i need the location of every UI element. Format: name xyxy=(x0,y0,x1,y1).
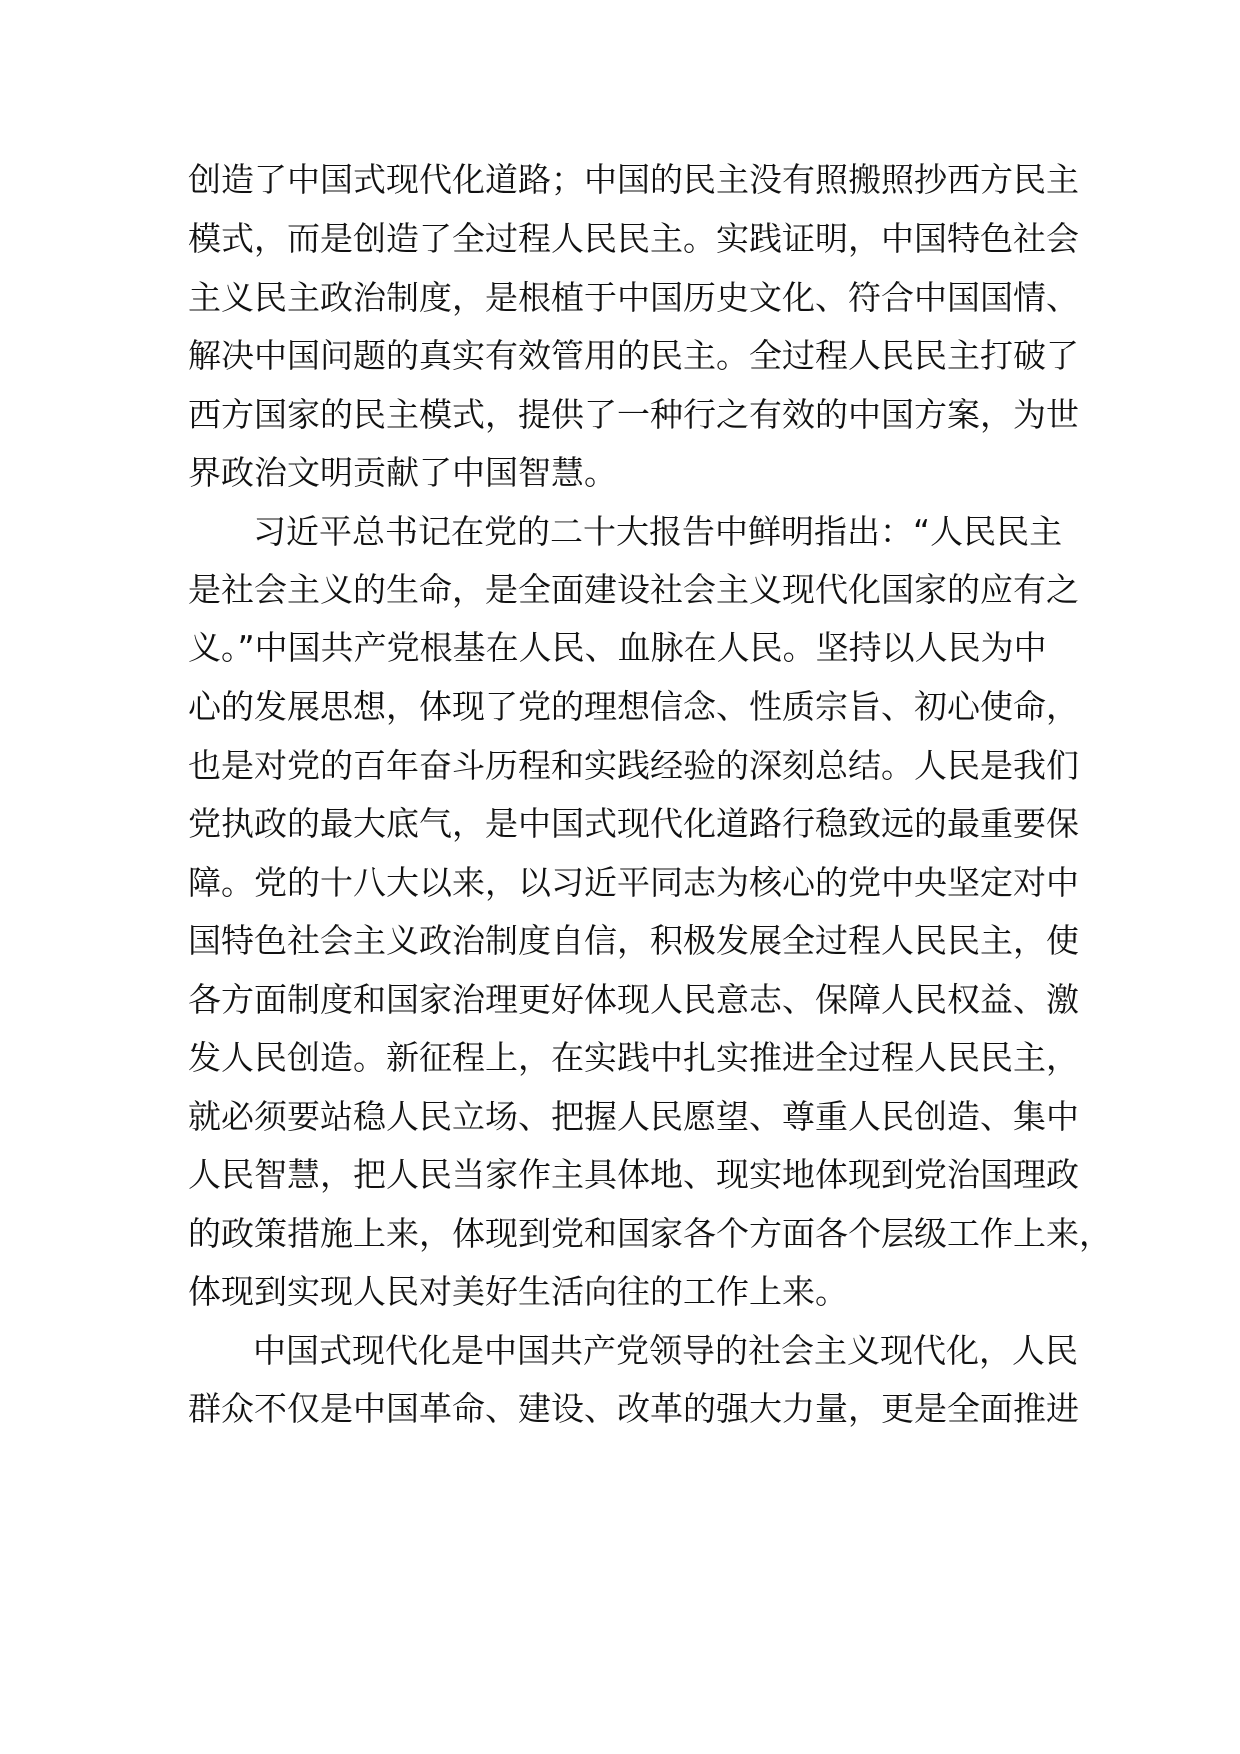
text-line: 创造了中国式现代化道路；中国的民主没有照搬照抄西方民主 xyxy=(188,160,1079,199)
text-line: 国特色社会主义政治制度自信，积极发展全过程人民民主，使 xyxy=(188,921,1079,960)
text-line: 各方面制度和国家治理更好体现人民意志、保障人民权益、激 xyxy=(188,980,1079,1019)
text-line: 模式，而是创造了全过程人民民主。实践证明，中国特色社会 xyxy=(188,219,1079,258)
text-line: 中国式现代化是中国共产党领导的社会主义现代化，人民 xyxy=(253,1331,1078,1370)
text-line: 人民智慧，把人民当家作主具体地、现实地体现到党治国理政 xyxy=(188,1155,1079,1194)
text-line: 群众不仅是中国革命、建设、改革的强大力量，更是全面推进 xyxy=(188,1389,1079,1428)
text-line: 界政治文明贡献了中国智慧。 xyxy=(188,453,617,492)
text-line: 体现到实现人民对美好生活向往的工作上来。 xyxy=(188,1272,848,1311)
text-line: 就必须要站稳人民立场、把握人民愿望、尊重人民创造、集中 xyxy=(188,1097,1079,1136)
text-line: 习近平总书记在党的二十大报告中鲜明指出：“人民民主 xyxy=(253,512,1063,551)
text-line: 西方国家的民主模式，提供了一种行之有效的中国方案，为世 xyxy=(188,395,1079,434)
text-line: 义。”中国共产党根基在人民、血脉在人民。坚持以人民为中 xyxy=(188,628,1047,667)
text-line: 也是对党的百年奋斗历程和实践经验的深刻总结。人民是我们 xyxy=(188,746,1079,785)
text-line: 心的发展思想，体现了党的理想信念、性质宗旨、初心使命， xyxy=(188,687,1079,726)
text-line: 解决中国问题的真实有效管用的民主。全过程人民民主打破了 xyxy=(188,336,1079,375)
text-line: 党执政的最大底气，是中国式现代化道路行稳致远的最重要保 xyxy=(188,804,1079,843)
text-line: 发人民创造。新征程上，在实践中扎实推进全过程人民民主， xyxy=(188,1038,1079,1077)
text-line: 是社会主义的生命，是全面建设社会主义现代化国家的应有之 xyxy=(188,570,1079,609)
text-line: 的政策措施上来，体现到党和国家各个方面各个层级工作上来， xyxy=(188,1214,1112,1253)
text-line: 主义民主政治制度，是根植于中国历史文化、符合中国国情、 xyxy=(188,278,1079,317)
text-line: 障。党的十八大以来，以习近平同志为核心的党中央坚定对中 xyxy=(188,863,1079,902)
